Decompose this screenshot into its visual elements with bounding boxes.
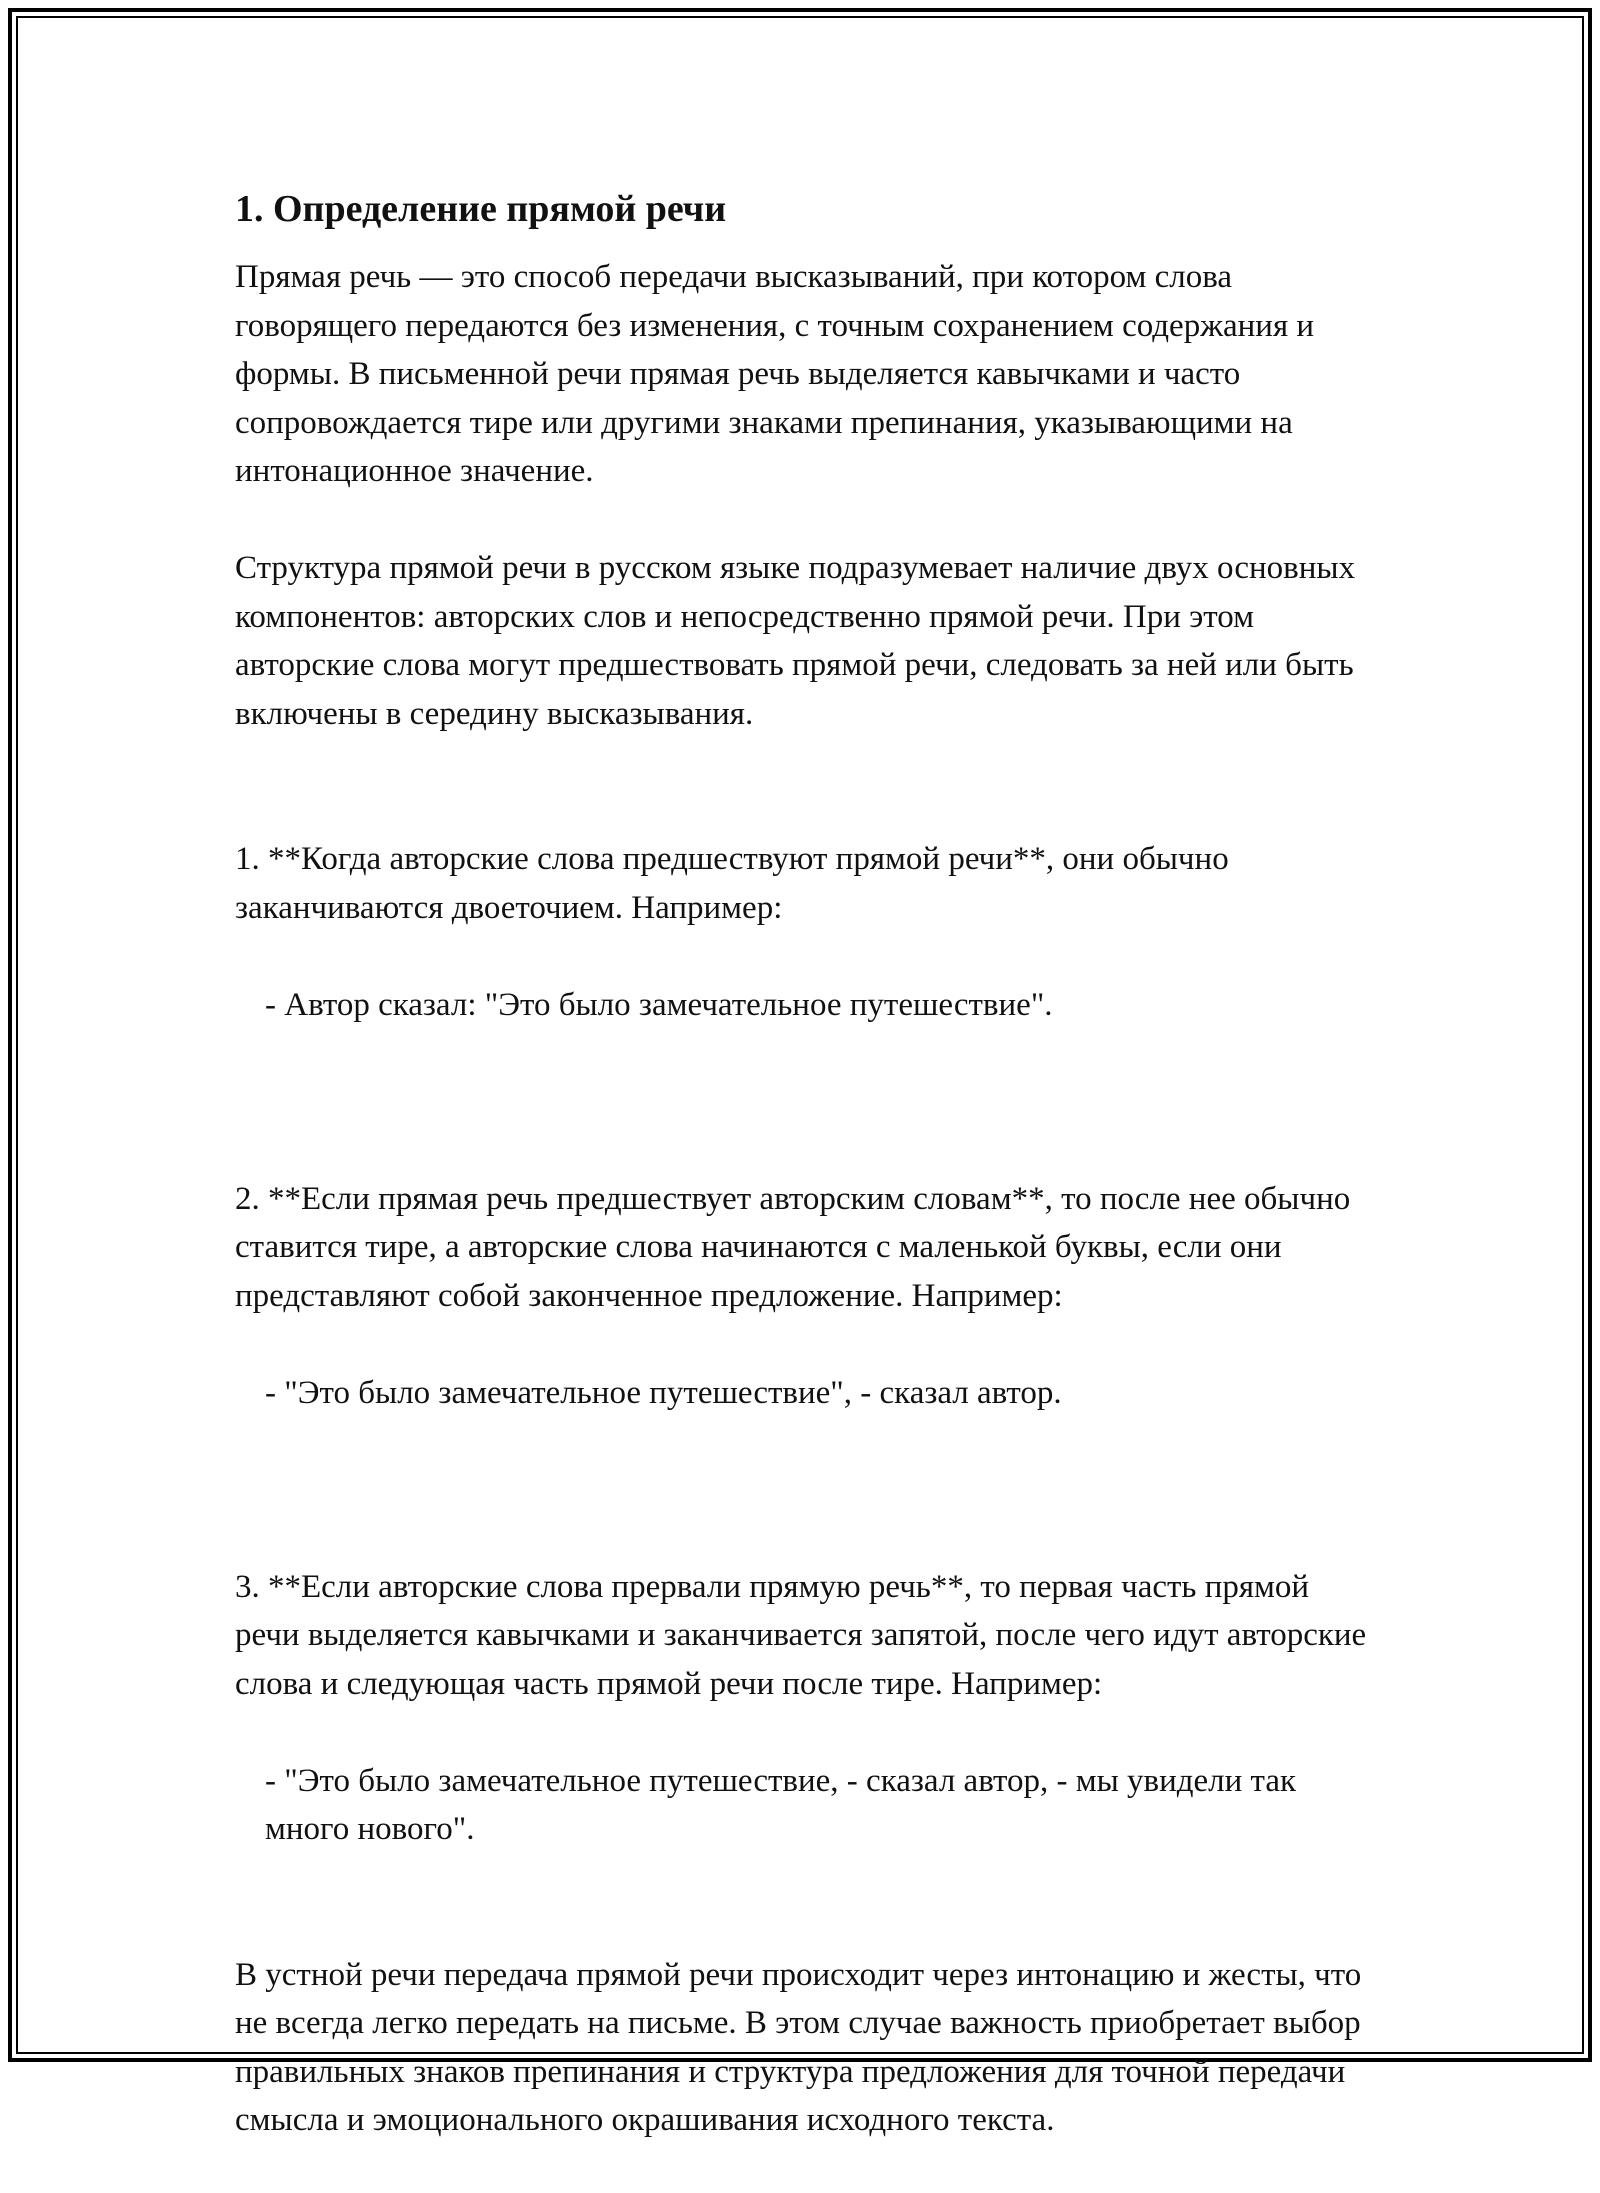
list-item-2-example: - "Это было замечательное путешествие", - сказал автор. xyxy=(265,1374,1062,1411)
paragraph-definition: Прямая речь — это способ передачи высказываний, при котором слова говорящего передаются без изменения, с точным сохранением содержания и формы. В письменной речи прямая речь выделяется кавычками и часто сопровождается тире или другими знаками препинания, указывающими на интонационное значение. xyxy=(235,259,1315,489)
paragraph-structure: Структура прямой речи в русском языке подразумевает наличие двух основных компонентов: авторских слов и непосредственно прямой речи. При этом авторские слова могут предшествовать прямой речи, следовать за ней или быть включены в середину высказывания. xyxy=(235,550,1356,732)
list-item-3-text: 3. **Если авторские слова прервали прямую речь**, то первая часть прямой речи выделяется кавычками и заканчивается запятой, после чего идут авторские слова и следующая часть прямой речи после тире. Например: xyxy=(235,1568,1367,1702)
list-item-1-example: - Автор сказал: "Это было замечательное путешествие". xyxy=(265,986,1053,1023)
list-item-3 xyxy=(235,1514,1375,1902)
paragraph-oral-speech: В устной речи передача прямой речи происходит через интонацию и жесты, что не всегда легко передать на письме. В этом случае важность приобретает выбор правильных знаков препинания и структура предложения для точной передачи смысла и эмоционального окрашивания исходного текста. xyxy=(235,1956,1362,2138)
document-body xyxy=(235,185,1375,2193)
list-item-1 xyxy=(235,787,1375,1078)
section-heading: 1. Определение прямой речи xyxy=(235,188,727,230)
list-item-1-text: 1. **Когда авторские слова предшествуют прямой речи**, они обычно заканчиваются двоеточием. Например: xyxy=(235,841,1229,926)
list-item-2 xyxy=(235,1126,1375,1466)
list-item-2-text: 2. **Если прямая речь предшествует авторским словам**, то после нее обычно ставится тире, а авторские слова начинаются с маленькой буквы, если они представляют собой законченное предложение. Например: xyxy=(235,1180,1351,1314)
list-item-3-example: - "Это было замечательное путешествие, - сказал автор, - мы увидели так много нового". xyxy=(265,1762,1297,1847)
